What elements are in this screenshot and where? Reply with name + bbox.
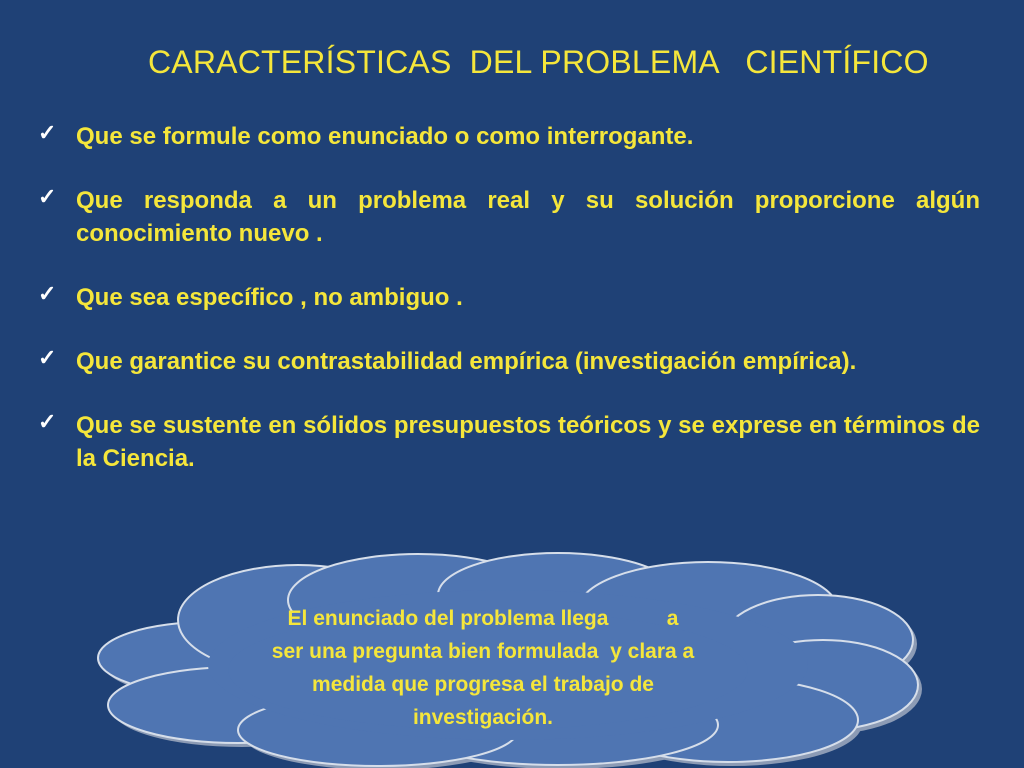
check-icon: ✓ [38,281,57,306]
check-icon: ✓ [38,409,57,434]
cloud-text-line: ser una pregunta bien formulada y clara a [271,640,695,663]
cloud-text-line: El enunciado del problema llega a [287,607,679,630]
check-icon: ✓ [38,120,57,145]
cloud-text [228,602,738,734]
bullet-text: Que sea específico , no ambiguo . [76,284,463,311]
bullet-item [38,409,980,475]
cloud-text-line: medida que progresa el trabajo de [312,673,654,696]
bullet-list [38,120,980,475]
bullet-item [38,345,980,378]
cloud-callout [88,540,938,768]
bullet-item [38,184,980,250]
bullet-item [38,120,980,153]
check-icon: ✓ [38,345,57,370]
bullet-text: Que se formule como enunciado o como interrogante. [76,123,694,150]
cloud-text-line: investigación. [412,706,554,729]
bullet-text: Que se sustente en sólidos presupuestos teóricos y se exprese en términos de la Ciencia. [76,412,980,472]
bullet-item [38,281,980,314]
bullet-text: Que responda a un problema real y su solución proporcione algún conocimiento nuevo . [76,187,980,247]
slide-title: CARACTERÍSTICAS DEL PROBLEMA CIENTÍFICO [148,44,929,80]
check-icon: ✓ [38,184,57,209]
bullet-text: Que garantice su contrastabilidad empírica (investigación empírica). [76,348,857,375]
